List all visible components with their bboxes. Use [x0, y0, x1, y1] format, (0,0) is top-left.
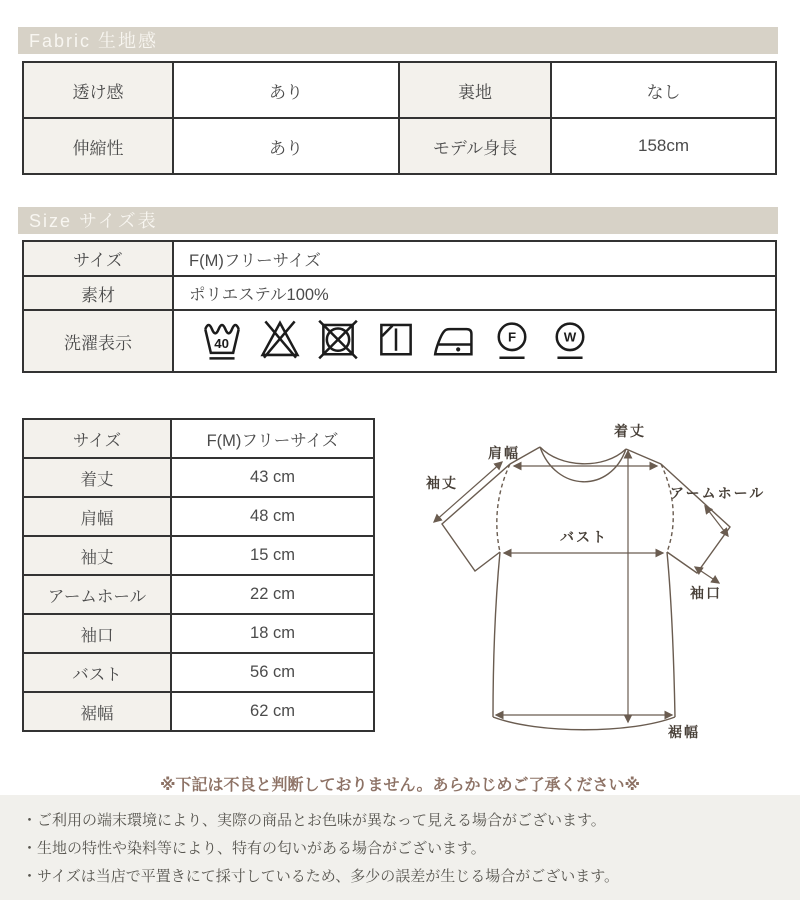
size-label: サイズ — [23, 241, 173, 276]
table-row — [23, 118, 776, 174]
fabric-label-sheerness: 透け感 — [23, 62, 173, 118]
meas-header-value: F(M)フリーサイズ — [171, 419, 374, 458]
no-bleach-icon — [259, 318, 301, 364]
fabric-label-model-height: モデル身長 — [399, 118, 551, 174]
meas-label-hem: 裾幅 — [23, 692, 171, 731]
line-dry-in-shade-icon — [375, 318, 417, 364]
meas-label-cuff: 袖口 — [23, 614, 171, 653]
body-length-label: 着丈 — [614, 423, 646, 439]
table-row — [23, 692, 374, 731]
iron-low-heat-icon — [433, 318, 475, 364]
fabric-table — [22, 61, 777, 175]
fabric-value-sheerness: あり — [173, 62, 399, 118]
material-label: 素材 — [23, 276, 173, 310]
wet-clean-gentle-icon — [549, 318, 591, 364]
meas-value-shoulder: 48 cm — [171, 497, 374, 536]
disclaimer-panel — [0, 795, 800, 900]
meas-label-sleeve: 袖丈 — [23, 536, 171, 575]
care-symbols — [189, 318, 775, 364]
fabric-label-stretch: 伸縮性 — [23, 118, 173, 174]
fabric-label-lining: 裏地 — [399, 62, 551, 118]
disclaimer-item: ・ご利用の端末環境により、実際の商品とお色味が異なって見える場合がございます。 — [22, 812, 606, 829]
armhole-label: アームホール — [670, 485, 766, 501]
table-row — [23, 276, 776, 310]
meas-label-bust: バスト — [23, 653, 171, 692]
care-label: 洗濯表示 — [23, 310, 173, 372]
meas-value-sleeve: 15 cm — [171, 536, 374, 575]
table-row — [23, 614, 374, 653]
table-row — [23, 536, 374, 575]
meas-value-cuff: 18 cm — [171, 614, 374, 653]
meas-value-bust: 56 cm — [171, 653, 374, 692]
meas-label-armhole: アームホール — [23, 575, 171, 614]
table-row — [23, 419, 374, 458]
meas-label-shoulder: 肩幅 — [23, 497, 171, 536]
fabric-value-stretch: あり — [173, 118, 399, 174]
table-row — [23, 497, 374, 536]
fabric-value-model-height: 158cm — [551, 118, 776, 174]
meas-label-length: 着丈 — [23, 458, 171, 497]
measurements-table — [22, 418, 375, 732]
size-info-table — [22, 240, 777, 373]
hem-width-label: 裾幅 — [668, 724, 700, 740]
no-tumble-dry-icon — [317, 318, 359, 364]
dry-clean-petroleum-gentle-icon — [491, 318, 533, 364]
disclaimer-item: ・サイズは当店で平置きにて採寸しているため、多少の誤差が生じる場合がございます。 — [22, 868, 620, 885]
table-row — [23, 310, 776, 372]
table-row — [23, 653, 374, 692]
table-row — [23, 62, 776, 118]
shoulder-width-label: 肩幅 — [488, 445, 520, 461]
disclaimer-title: ※下記は不良と判断しておりません。あらかじめご了承ください※ — [159, 777, 641, 794]
meas-value-length: 43 cm — [171, 458, 374, 497]
size-section-header: Size サイズ表 — [18, 207, 778, 234]
table-row — [23, 241, 776, 276]
diagram-labels — [426, 423, 765, 740]
bust-label: バスト — [560, 529, 608, 545]
meas-header-label: サイズ — [23, 419, 171, 458]
cuff-label: 袖口 — [690, 585, 722, 601]
tshirt-measurement-diagram — [398, 420, 798, 770]
material-value: ポリエステル100% — [173, 276, 776, 310]
meas-value-armhole: 22 cm — [171, 575, 374, 614]
table-row — [23, 458, 374, 497]
wash-40-gentle-icon — [201, 318, 243, 364]
sleeve-length-label: 袖丈 — [426, 475, 458, 491]
meas-value-hem: 62 cm — [171, 692, 374, 731]
table-row — [23, 575, 374, 614]
size-value: F(M)フリーサイズ — [173, 241, 776, 276]
svg-text:40: 40 — [214, 335, 230, 351]
disclaimer-item: ・生地の特性や染料等により、特有の匂いがある場合がございます。 — [22, 840, 486, 857]
svg-text:W: W — [563, 329, 577, 345]
fabric-value-lining: なし — [551, 62, 776, 118]
svg-text:F: F — [507, 329, 517, 345]
fabric-section-header: Fabric 生地感 — [18, 27, 778, 54]
